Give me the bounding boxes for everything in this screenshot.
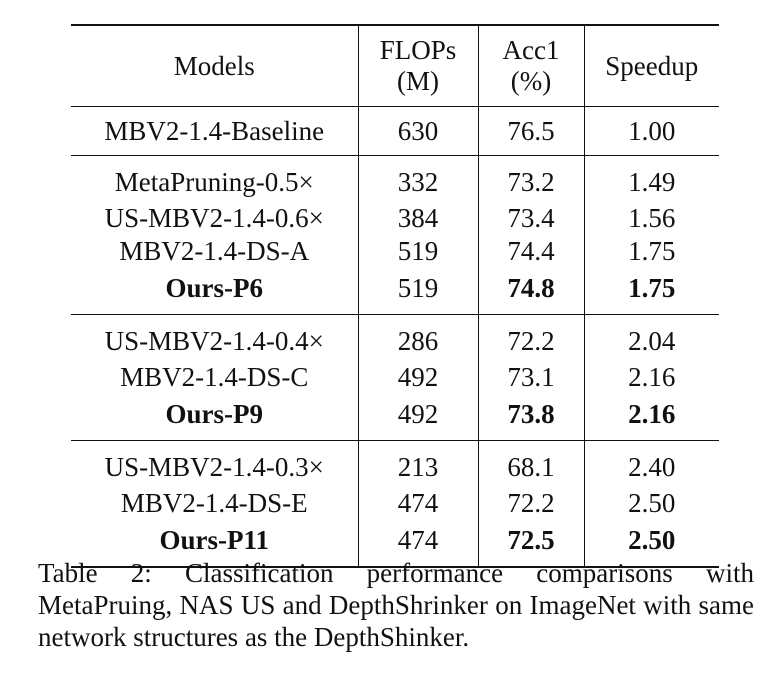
cell-model: MetaPruning-0.5×: [114, 166, 314, 197]
results-table: [71, 24, 719, 568]
cell-flops: 492: [358, 361, 478, 394]
cell-speedup: 2.50: [584, 520, 719, 567]
cell-flops: 519: [358, 235, 478, 268]
cell-flops: 474: [358, 487, 478, 520]
cell-speedup: 2.16: [584, 394, 719, 441]
table-row: [71, 235, 719, 268]
cell-acc: 73.1: [478, 361, 584, 394]
cell-flops: 519: [358, 268, 478, 315]
cell-speedup: 2.40: [584, 441, 719, 488]
cell-flops: 384: [358, 202, 478, 235]
header-acc: [478, 25, 584, 107]
cell-acc: 74.8: [478, 268, 584, 315]
cell-model: US-MBV2-1.4-0.6×: [104, 203, 324, 233]
cell-speedup: 2.04: [584, 315, 719, 362]
cell-acc: 73.4: [478, 202, 584, 235]
table-row: [71, 315, 719, 362]
table-row: [71, 394, 719, 441]
cell-speedup: 2.16: [584, 361, 719, 394]
cell-speedup: 1.75: [584, 235, 719, 268]
cell-model: MBV2-1.4-DS-C: [120, 362, 309, 392]
cell-model: Ours-P11: [159, 524, 269, 555]
cell-speedup: 2.50: [584, 487, 719, 520]
results-table-container: [71, 24, 719, 568]
table-row: [71, 156, 719, 203]
table-header-row: [71, 25, 719, 107]
cell-model: MBV2-1.4-Baseline: [104, 115, 325, 146]
cell-model: MBV2-1.4-DS-A: [119, 236, 310, 266]
cell-model: MBV2-1.4-DS-E: [120, 488, 308, 518]
cell-flops: 213: [358, 441, 478, 488]
cell-flops: 474: [358, 520, 478, 567]
cell-acc: 74.4: [478, 235, 584, 268]
cell-acc: 76.5: [478, 107, 584, 156]
table-body: [71, 107, 719, 568]
cell-flops: 286: [358, 315, 478, 362]
table-row: [71, 441, 719, 488]
cell-flops: 630: [358, 107, 478, 156]
table-row: [71, 107, 719, 156]
table-row: [71, 202, 719, 235]
cell-model: US-MBV2-1.4-0.4×: [104, 325, 324, 356]
header-acc-line2: (%): [510, 66, 552, 96]
table-row: [71, 268, 719, 315]
cell-model: Ours-P6: [165, 272, 263, 303]
cell-flops: 492: [358, 394, 478, 441]
header-flops: [358, 25, 478, 107]
header-models: Models: [173, 50, 255, 81]
table-caption: Table 2: Classification performance comparisons with MetaPruing, NAS US and DepthShrinker on ImageNet with same network structures as the DepthShinker.: [38, 558, 754, 652]
header-flops-line1: FLOPs: [379, 35, 457, 65]
cell-acc: 72.5: [478, 520, 584, 567]
cell-acc: 73.2: [478, 156, 584, 203]
table-row: [71, 487, 719, 520]
cell-speedup: 1.49: [584, 156, 719, 203]
cell-acc: 73.8: [478, 394, 584, 441]
table-row: [71, 361, 719, 394]
cell-acc: 68.1: [478, 441, 584, 488]
cell-model: Ours-P9: [165, 398, 263, 429]
cell-acc: 72.2: [478, 487, 584, 520]
cell-speedup: 1.56: [584, 202, 719, 235]
cell-acc: 72.2: [478, 315, 584, 362]
cell-speedup: 1.00: [584, 107, 719, 156]
header-flops-line2: (M): [397, 66, 439, 96]
cell-speedup: 1.75: [584, 268, 719, 315]
header-speedup: Speedup: [584, 25, 719, 107]
cell-flops: 332: [358, 156, 478, 203]
cell-model: US-MBV2-1.4-0.3×: [104, 451, 324, 482]
header-acc-line1: Acc1: [502, 35, 560, 65]
